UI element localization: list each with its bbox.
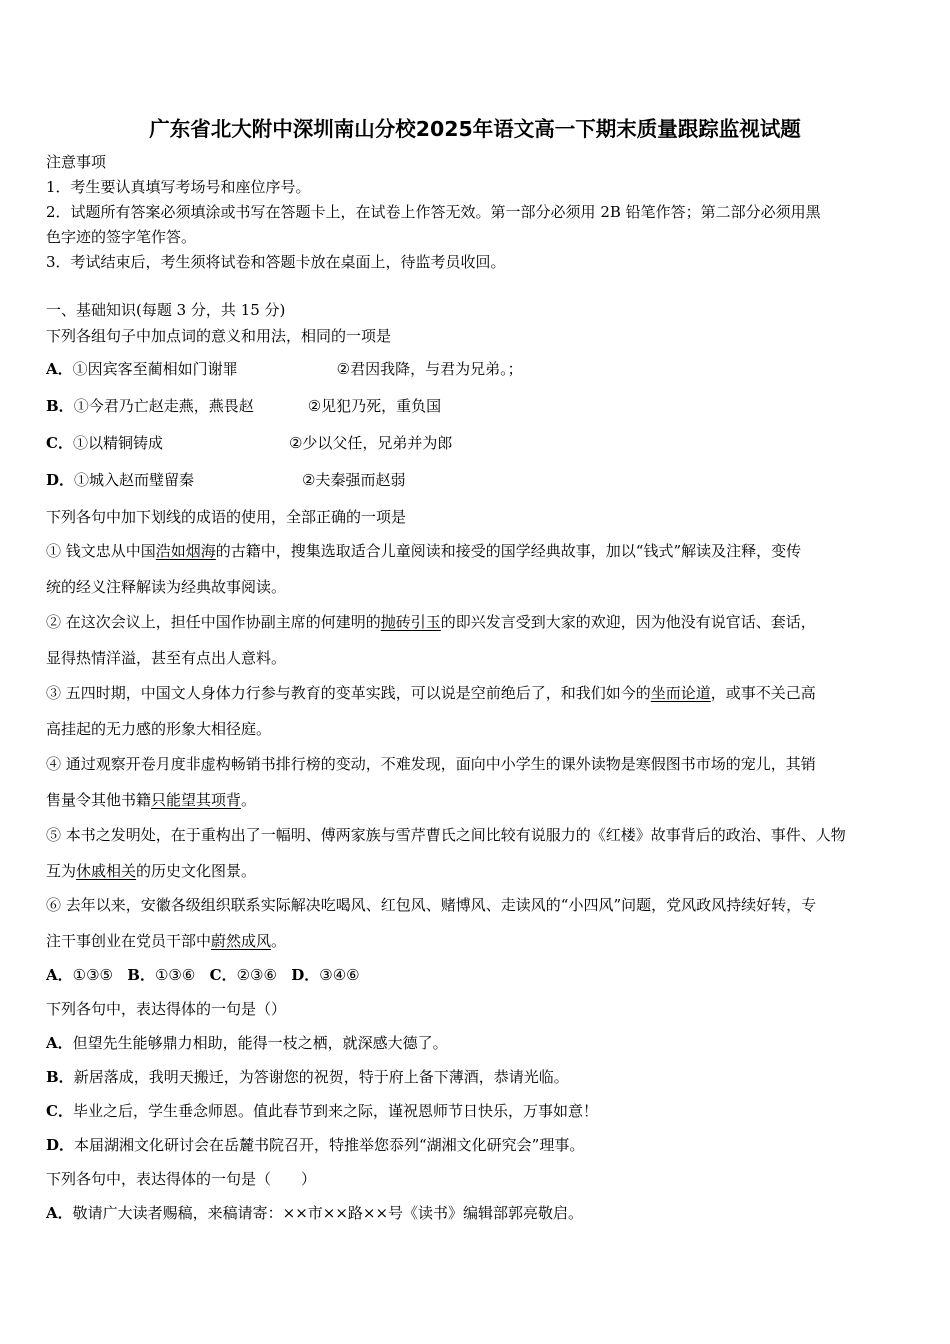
underlined-idiom: 抛砖引玉 [380,613,441,631]
option-part-1: ①城入赵而璧留秦 [74,471,195,489]
q1-option-d[interactable] [46,470,405,490]
q2-sentence-2-cont: 显得热情洋溢，甚至有点出人意料。 [46,649,287,667]
q1-option-a[interactable] [46,359,523,379]
option-label: C． [46,434,73,452]
q4-stem: 下列各句中，表达得体的一句是（ ） [46,1170,317,1188]
option-part-1: ①今君乃亡赵走燕，燕畏赵 [73,397,254,415]
section-heading: 一、基础知识(每题 3 分，共 15 分) [46,301,286,319]
option-part-1: ①因宾客至蔺相如门谢罪 [72,360,238,378]
q2-sentence-3-cont: 高挂起的无力感的形象大相径庭。 [46,720,272,738]
q2-sentence-1: ① 钱文忠从中国浩如烟海的古籍中，搜集选取适合儿童阅读和接受的国学经典故事，加以“钱式”解读及注释，变传 [46,542,802,560]
notice-item-2: 2．试题所有答案必须填涂或书写在答题卡上，在试卷上作答无效。第一部分必须用 2B 铅笔作答；第二部分必须用黑 [46,203,821,221]
q2-sentence-1-cont: 统的经义注释解读为经典故事阅读。 [46,578,287,596]
option-label: B． [46,397,74,415]
underlined-idiom: 坐而论道 [650,684,711,702]
q2-sentence-5-cont: 互为休戚相关的历史文化图景。 [46,862,257,880]
q1-option-b[interactable] [46,396,441,416]
q2-sentence-3: ③ 五四时期，中国文人身体力行参与教育的变革实践，可以说是空前绝后了，和我们如今的坐而论道，或事不关己高 [46,684,816,702]
q1-stem: 下列各组句子中加点词的意义和用法，相同的一项是 [46,327,392,345]
notice-heading: 注意事项 [46,153,107,171]
q2-choice-a[interactable]: A．①③⑤ [46,966,113,984]
q3-option-b[interactable]: B．新居落成，我明天搬迁，为答谢您的祝贺，特于府上备下薄酒，恭请光临。 [46,1068,569,1086]
notice-item-1: 1．考生要认真填写考场号和座位序号。 [46,178,311,196]
option-part-2: ②少以父任，兄弟并为郎 [288,434,453,452]
q1-option-c[interactable] [46,433,452,453]
q4-option-a[interactable]: A．敬请广大读者赐稿，来稿请寄：××市××路××号《读书》编辑部郭亮敬启。 [46,1204,584,1222]
underlined-idiom: 浩如烟海 [155,542,216,560]
q2-choices [46,965,360,985]
q2-sentence-4-cont: 售量令其他书籍只能望其项背。 [46,791,257,809]
q2-sentence-4: ④ 通过观察开卷月度非虚构畅销书排行榜的变动，不难发现，面向中小学生的课外读物是寒假图书市场的宠儿，其销 [46,755,816,773]
underlined-idiom: 休戚相关 [76,862,137,880]
q3-stem: 下列各句中，表达得体的一句是（） [46,1000,287,1018]
option-part-2: ②夫秦强而赵弱 [302,471,406,489]
underlined-idiom: 蔚然成风 [211,932,272,950]
exam-title: 广东省北大附中深圳南山分校2025年语文高一下期末质量跟踪监视试题 [149,117,801,141]
notice-item-2-cont: 色字迹的签字笔作答。 [46,228,197,246]
option-part-2: ②君因我降，与君为兄弟。； [336,360,523,378]
underlined-idiom: 只能望其项背 [151,791,242,809]
q2-sentence-6-cont: 注干事创业在党员干部中蔚然成风。 [46,932,287,950]
q3-option-d[interactable]: D．本届湖湘文化研讨会在岳麓书院召开，特推举您忝列“湖湘文化研究会”理事。 [46,1136,585,1154]
q2-sentence-5: ⑤ 本书之发明处，在于重构出了一幅明、傅两家族与雪芹曹氏之间比较有说服力的《红楼》故事背后的政治、事件、人物 [46,826,846,844]
option-part-1: ①以精铜铸成 [72,434,163,452]
notice-item-3: 3．考试结束后，考生须将试卷和答题卡放在桌面上，待监考员收回。 [46,253,506,271]
option-part-2: ②见犯乃死，重负国 [307,397,442,415]
q3-option-a[interactable]: A．但望先生能够鼎力相助，能得一枝之栖，就深感大德了。 [46,1034,448,1052]
q2-sentence-6: ⑥ 去年以来，安徽各级组织联系实际解决吃喝风、红包风、赌博风、走读风的“小四风”问题，党风政风持续好转，专 [46,896,817,914]
q2-stem: 下列各句中加下划线的成语的使用，全部正确的一项是 [46,508,407,526]
q2-choice-b[interactable]: B．①③⑥ [127,966,196,984]
option-label: D． [46,471,75,489]
q2-choice-c[interactable]: C．②③⑥ [209,966,277,984]
q2-choice-d[interactable]: D．③④⑥ [291,966,360,984]
q2-sentence-2: ② 在这次会议上，担任中国作协副主席的何建明的抛砖引玉的即兴发言受到大家的欢迎，因为他没有说官话、套话， [46,613,816,631]
q3-option-c[interactable]: C．毕业之后，学生垂念师恩。值此春节到来之际，谨祝恩师节日快乐，万事如意！ [46,1102,598,1120]
option-label: A． [46,360,73,378]
